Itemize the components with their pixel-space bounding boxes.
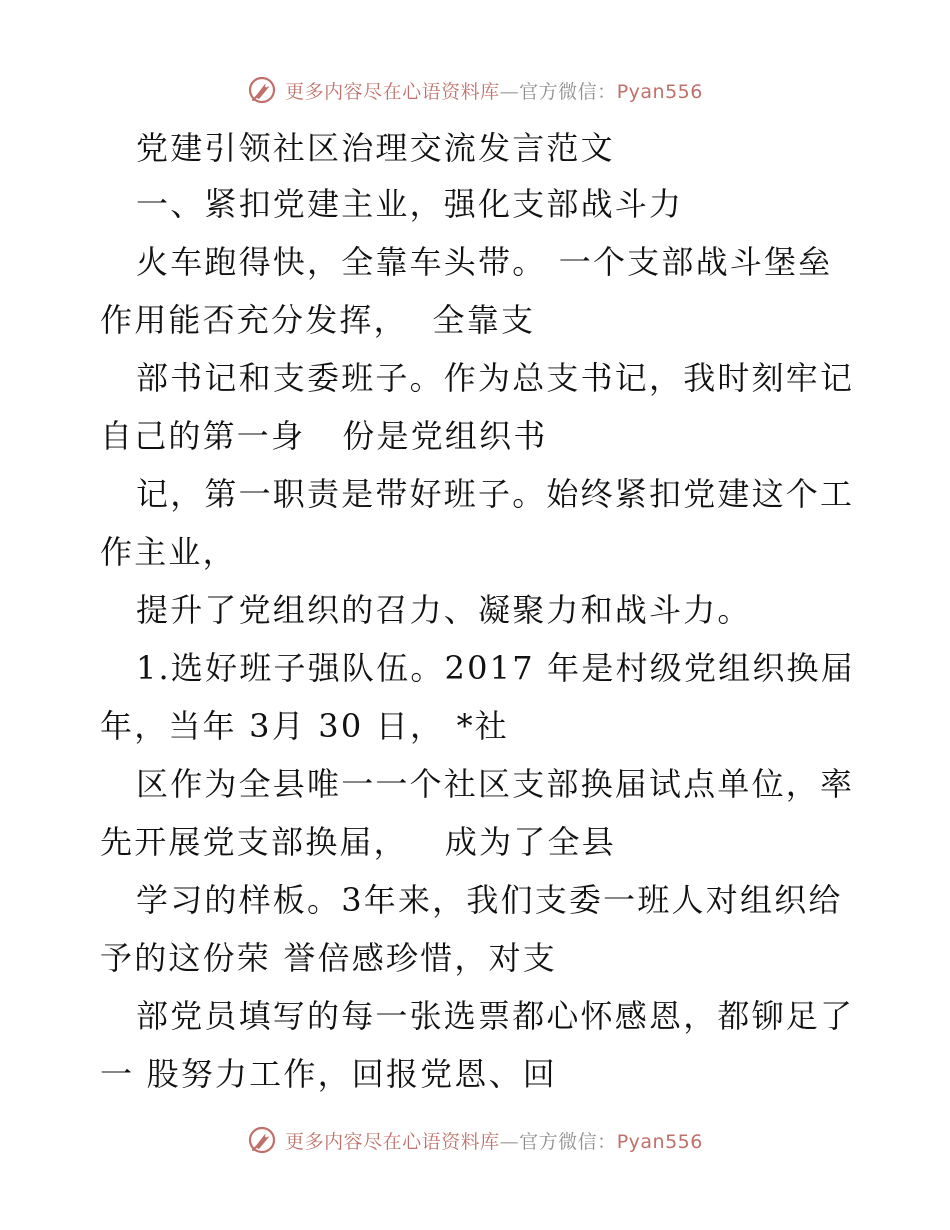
watermark-dash: — — [499, 80, 520, 103]
watermark-text — [285, 77, 703, 104]
body-line: 学习的样板。3年来，我们支委一班人对组织给 — [136, 881, 843, 919]
footer-watermark — [0, 1120, 950, 1160]
body-line: 1.选好班子强队伍。2017 年是村级党组织换届 — [136, 649, 855, 687]
body-line: 作主业， — [100, 533, 237, 571]
pen-nib-circle-icon — [247, 1125, 277, 1155]
watermark-dash: — — [499, 1130, 520, 1153]
header-watermark — [0, 70, 950, 110]
body-line: 年，当年 3月 30 日， *社 — [100, 707, 509, 745]
watermark-wechat-id: Pyan556 — [616, 1130, 703, 1153]
body-line: 作用能否充分发挥， 全靠支 — [100, 301, 536, 339]
body-line: 区作为全县唯一一个社区支部换届试点单位，率 — [136, 765, 855, 803]
body-line: 部党员填写的每一张选票都心怀感恩，都铆足了 — [136, 997, 855, 1035]
watermark-official-text: 官方微信： — [519, 1130, 617, 1153]
watermark-site-text: 更多内容尽在心语资料库 — [285, 1130, 500, 1153]
body-line: 提升了党组织的召力、凝聚力和战斗力。 — [136, 591, 752, 629]
body-line: 一、紧扣党建主业，强化支部战斗力 — [136, 185, 684, 223]
watermark-wechat-id: Pyan556 — [616, 80, 703, 103]
pen-nib-circle-icon — [247, 75, 277, 105]
watermark-official-text: 官方微信： — [519, 80, 617, 103]
watermark-site-text: 更多内容尽在心语资料库 — [285, 80, 500, 103]
body-line: 自己的第一身 份是党组织书 — [100, 417, 548, 455]
body-line: 予的这份荣 誉倍感珍惜，对支 — [100, 939, 557, 977]
body-line: 先开展党支部换届， 成为了全县 — [100, 823, 616, 861]
watermark-text — [285, 1127, 703, 1154]
body-line: 一 股努力工作，回报党恩、回 — [100, 1055, 557, 1093]
body-line: 记，第一职责是带好班子。始终紧扣党建这个工 — [136, 475, 855, 513]
body-line: 部书记和支委班子。作为总支书记，我时刻牢记 — [136, 359, 855, 397]
body-line: 火车跑得快，全靠车头带。 一个支部战斗堡垒 — [136, 243, 833, 281]
document-title: 党建引领社区治理交流发言范文 — [136, 129, 615, 167]
